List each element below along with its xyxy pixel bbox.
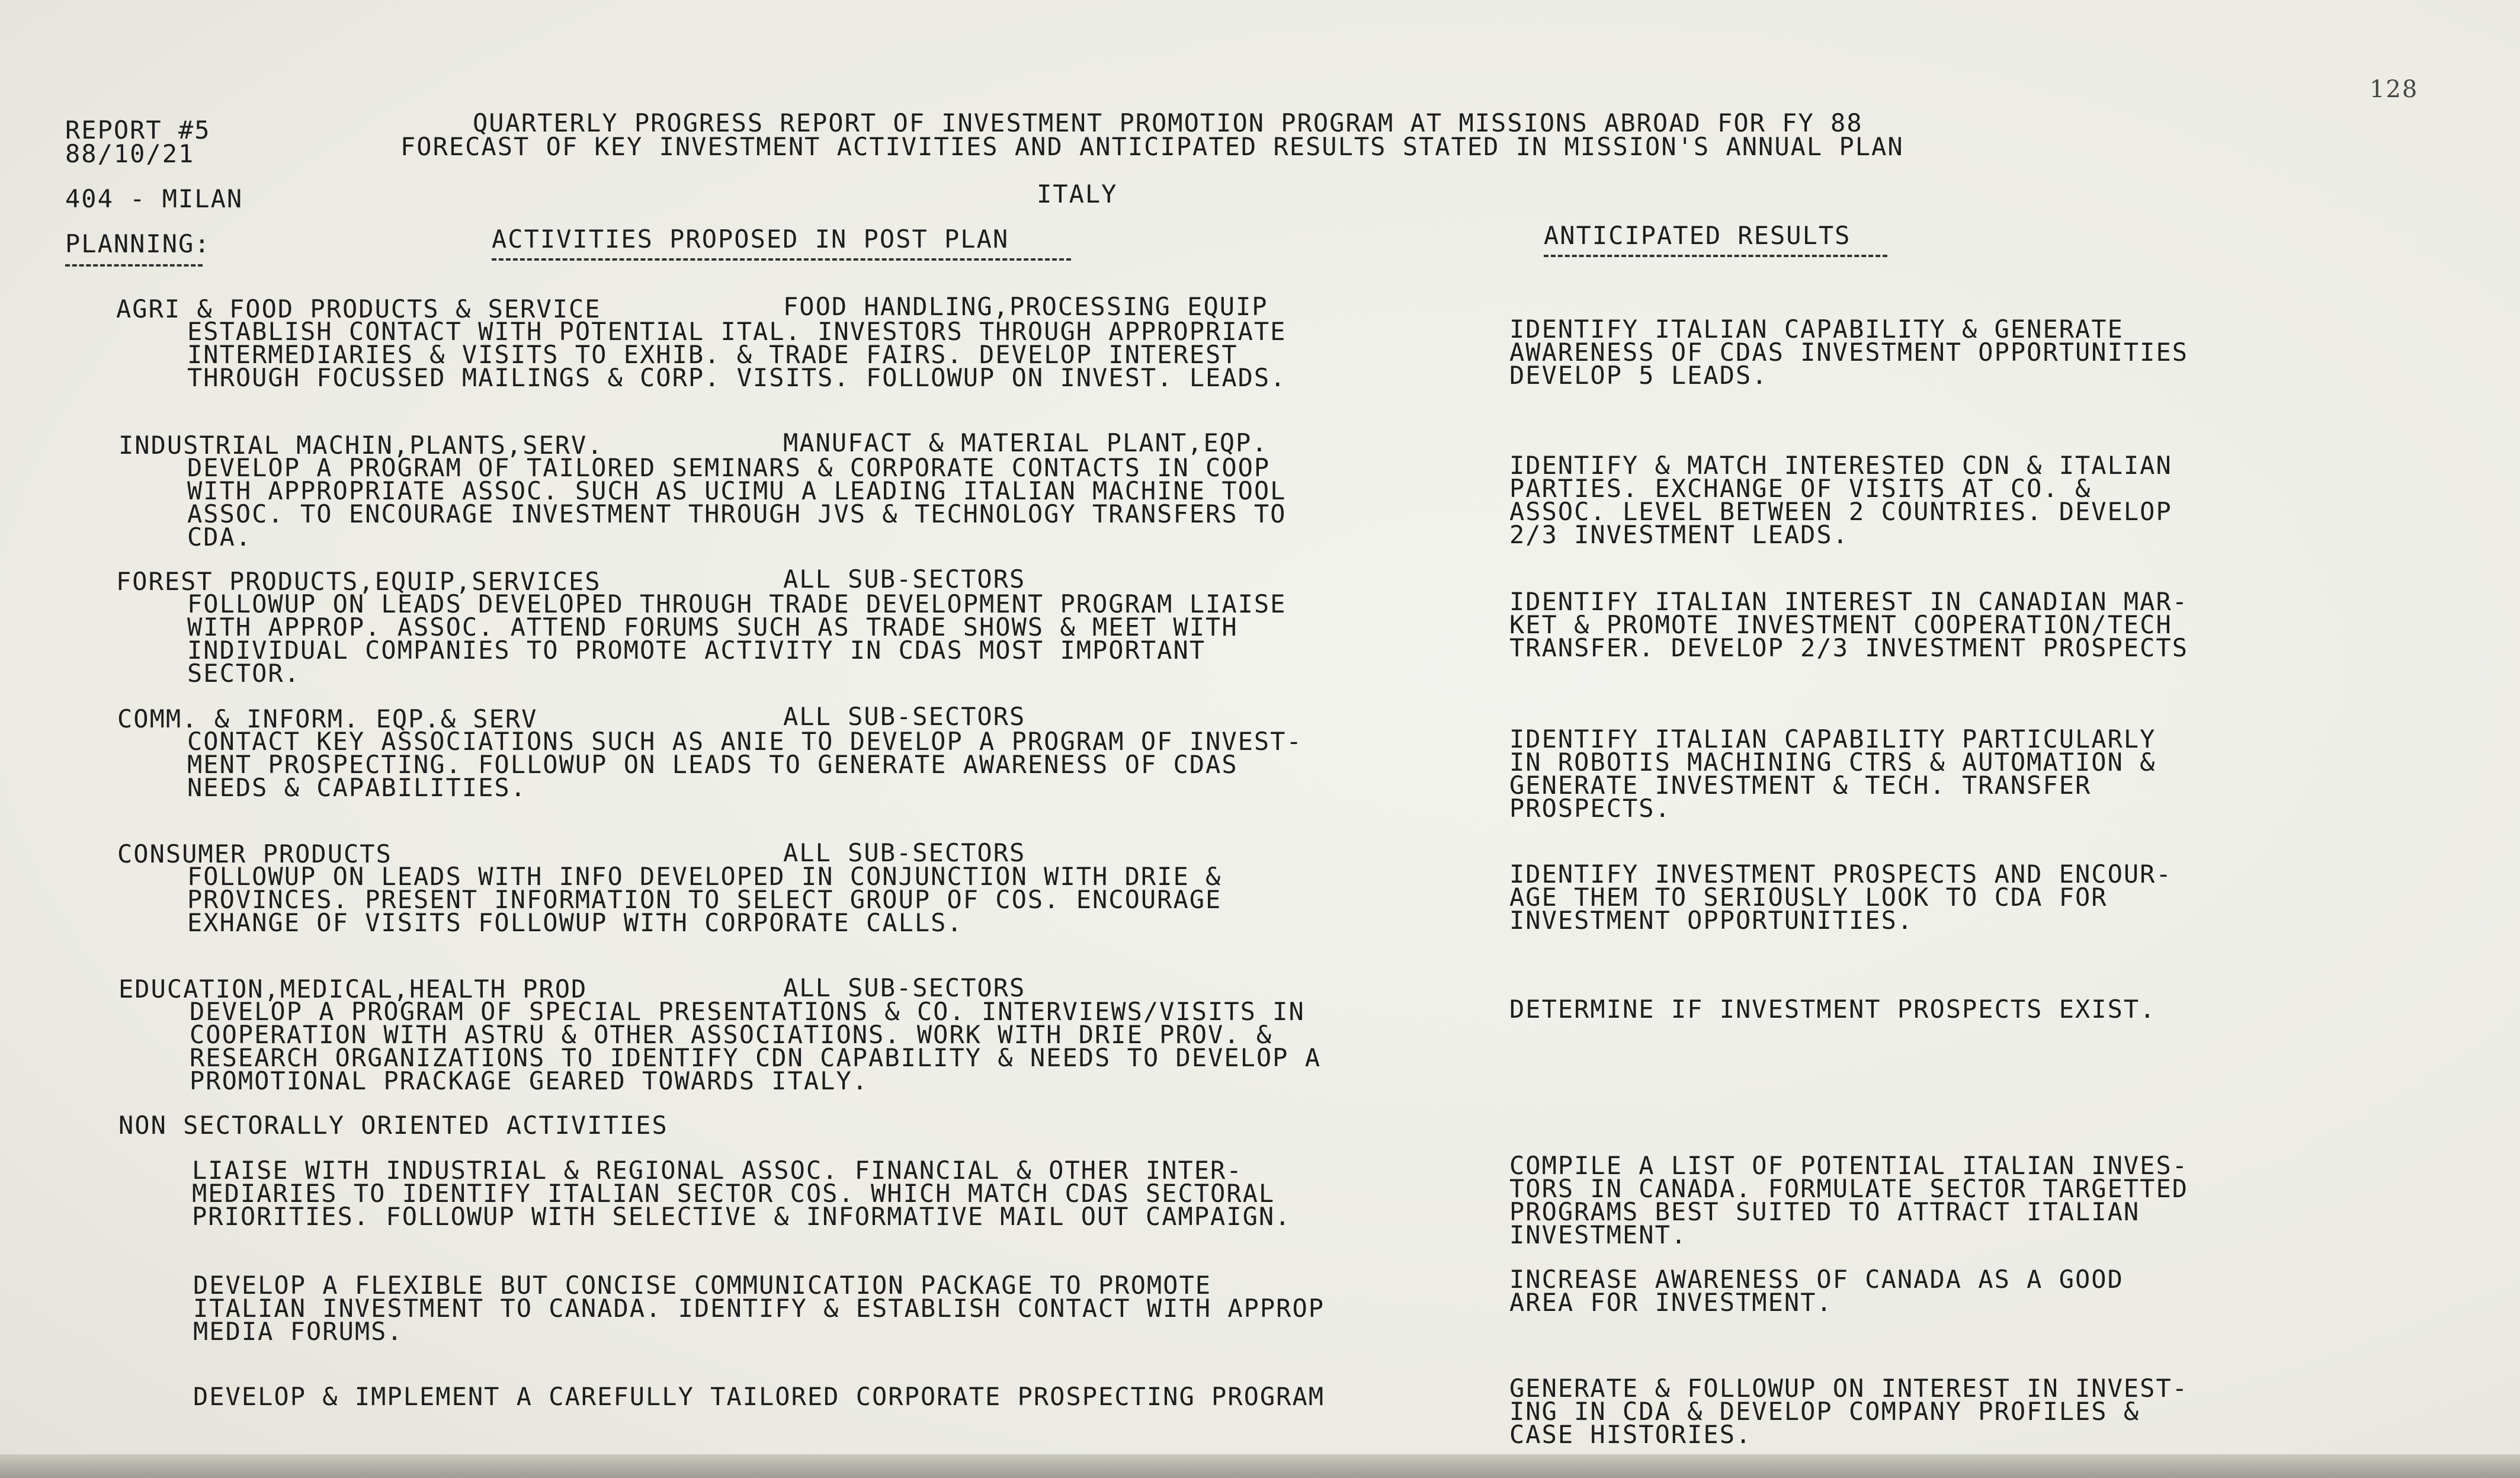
activity-text: DEVELOP A FLEXIBLE BUT CONCISE COMMUNICATION PACKAGE TO PROMOTE ITALIAN INVESTMENT TO CANADA. IDENTIFY & ESTABLISH CONTACT WITH APPROP MEDIA FORUMS. xyxy=(193,1271,1325,1346)
result-text: IDENTIFY INVESTMENT PROSPECTS AND ENCOUR- AGE THEM TO SERIOUSLY LOOK TO CDA FOR INVESTMENT OPPORTUNITIES. xyxy=(1509,860,2172,935)
sector-name: CONSUMER PRODUCTS xyxy=(117,839,392,868)
page-bottom-edge xyxy=(0,1454,2520,1478)
sector-name: INDUSTRIAL MACHIN,PLANTS,SERV. xyxy=(118,431,604,460)
sector-name: AGRI & FOOD PRODUCTS & SERVICE xyxy=(116,294,601,323)
subsector-name: ALL SUB-SECTORS xyxy=(783,565,1026,594)
activity-text: LIAISE WITH INDUSTRIAL & REGIONAL ASSOC. FINANCIAL & OTHER INTER- MEDIARIES TO IDENTIFY ITALIAN SECTOR COS. WHICH MATCH CDAS SECTORAL PRIORITIES. FOLLOWUP WITH SELECTIVE & INFORMATIVE MAIL OUT CAMPAIGN. xyxy=(192,1156,1291,1231)
result-text: INCREASE AWARENESS OF CANADA AS A GOOD AREA FOR INVESTMENT. xyxy=(1509,1265,2124,1317)
report-title: QUARTERLY PROGRESS REPORT OF INVESTMENT PROMOTION PROGRAM AT MISSIONS ABROAD FOR FY 88 xyxy=(473,108,1863,137)
activity-text: DEVELOP A PROGRAM OF TAILORED SEMINARS & CORPORATE CONTACTS IN COOP WITH APPROPRIATE ASSOC. SUCH AS UCIMU A LEADING ITALIAN MACHINE TOOL ASSOC. TO ENCOURAGE INVESTMENT THROUGH JVS & TECHNOLOGY TRANSFERS TO CDA. xyxy=(187,453,1287,552)
report-date: 88/10/21 xyxy=(65,139,195,168)
activity-text: DEVELOP A PROGRAM OF SPECIAL PRESENTATIONS & CO. INTERVIEWS/VISITS IN COOPERATION WITH ASTRU & OTHER ASSOCIATIONS. WORK WITH DRIE PROV. & RESEARCH ORGANIZATIONS TO IDENTIFY CDN CAPABILITY & NEEDS TO DEVELOP A PROMOTIONAL PRACKAGE GEARED TOWARDS ITALY. xyxy=(190,997,1322,1095)
activity-text: CONTACT KEY ASSOCIATIONS SUCH AS ANIE TO DEVELOP A PROGRAM OF INVEST- MENT PROSPECTING. FOLLOWUP ON LEADS TO GENERATE AWARENESS OF CDAS NEEDS & CAPABILITIES. xyxy=(187,727,1303,802)
activity-text: ESTABLISH CONTACT WITH POTENTIAL ITAL. INVESTORS THROUGH APPROPRIATE INTERMEDIARIES & VISITS TO EXHIB. & TRADE FAIRS. DEVELOP INTEREST THROUGH FOCUSSED MAILINGS & CORP. VISITS. FOLLOWUP ON INVEST. LEADS. xyxy=(187,317,1287,392)
subsector-name: ALL SUB-SECTORS xyxy=(783,838,1026,867)
result-text: COMPILE A LIST OF POTENTIAL ITALIAN INVES- TORS IN CANADA. FORMULATE SECTOR TARGETTED PROGRAMS BEST SUITED TO ATTRACT ITALIAN INVESTMENT. xyxy=(1509,1151,2189,1249)
result-text: IDENTIFY & MATCH INTERESTED CDN & ITALIAN PARTIES. EXCHANGE OF VISITS AT CO. & ASSOC. LEVEL BETWEEN 2 COUNTRIES. DEVELOP 2/3 INVESTMENT LEADS. xyxy=(1509,451,2172,549)
mission-label: 404 - MILAN xyxy=(65,184,243,213)
result-text: GENERATE & FOLLOWUP ON INTEREST IN INVEST- ING IN CDA & DEVELOP COMPANY PROFILES & CASE HISTORIES. xyxy=(1509,1374,2189,1449)
activity-text: DEVELOP & IMPLEMENT A CAREFULLY TAILORED CORPORATE PROSPECTING PROGRAM xyxy=(193,1382,1325,1411)
results-underline xyxy=(1544,255,1887,257)
report-subtitle: FORECAST OF KEY INVESTMENT ACTIVITIES AND ANTICIPATED RESULTS STATED IN MISSION'S ANNUAL PLAN xyxy=(400,132,1904,161)
result-text: IDENTIFY ITALIAN INTEREST IN CANADIAN MAR- KET & PROMOTE INVESTMENT COOPERATION/TECH TRANSFER. DEVELOP 2/3 INVESTMENT PROSPECTS xyxy=(1509,587,2189,662)
result-text: IDENTIFY ITALIAN CAPABILITY & GENERATE AWARENESS OF CDAS INVESTMENT OPPORTUNITIES DEVELOP 5 LEADS. xyxy=(1509,315,2189,390)
non-sectoral-heading: NON SECTORALLY ORIENTED ACTIVITIES xyxy=(118,1111,668,1140)
planning-label: PLANNING: xyxy=(65,229,211,258)
results-column-header: ANTICIPATED RESULTS xyxy=(1544,221,1851,250)
sector-name: EDUCATION,MEDICAL,HEALTH PROD xyxy=(118,974,588,1003)
sector-name: COMM. & INFORM. EQP.& SERV xyxy=(117,704,538,733)
activity-text: FOLLOWUP ON LEADS WITH INFO DEVELOPED IN CONJUNCTION WITH DRIE & PROVINCES. PRESENT INFORMATION TO SELECT GROUP OF COS. ENCOURAGE EXHANGE OF VISITS FOLLOWUP WITH CORPORATE CALLS. xyxy=(187,862,1222,937)
page-number: 128 xyxy=(2370,76,2419,103)
sector-name: FOREST PRODUCTS,EQUIP,SERVICES xyxy=(116,567,601,596)
activities-underline xyxy=(492,258,1071,261)
subsector-name: MANUFACT & MATERIAL PLANT,EQP. xyxy=(783,428,1268,457)
activity-text: FOLLOWUP ON LEADS DEVELOPED THROUGH TRADE DEVELOPMENT PROGRAM LIAISE WITH APPROP. ASSOC. ATTEND FORUMS SUCH AS TRADE SHOWS & MEET WITH INDIVIDUAL COMPANIES TO PROMOTE ACTIVITY IN CDAS MOST IMPORTANT SECTOR. xyxy=(187,589,1287,688)
result-text: DETERMINE IF INVESTMENT PROSPECTS EXIST. xyxy=(1509,995,2156,1024)
subsector-name: FOOD HANDLING,PROCESSING EQUIP xyxy=(783,292,1268,321)
country-label: ITALY xyxy=(1037,179,1118,209)
report-number: REPORT #5 xyxy=(65,116,211,145)
subsector-name: ALL SUB-SECTORS xyxy=(783,973,1026,1002)
activities-column-header: ACTIVITIES PROPOSED IN POST PLAN xyxy=(492,225,1009,254)
result-text: IDENTIFY ITALIAN CAPABILITY PARTICULARLY IN ROBOTIS MACHINING CTRS & AUTOMATION & GENERATE INVESTMENT & TECH. TRANSFER PROSPECTS. xyxy=(1509,724,2156,823)
subsector-name: ALL SUB-SECTORS xyxy=(783,702,1026,731)
planning-underline xyxy=(65,264,203,267)
